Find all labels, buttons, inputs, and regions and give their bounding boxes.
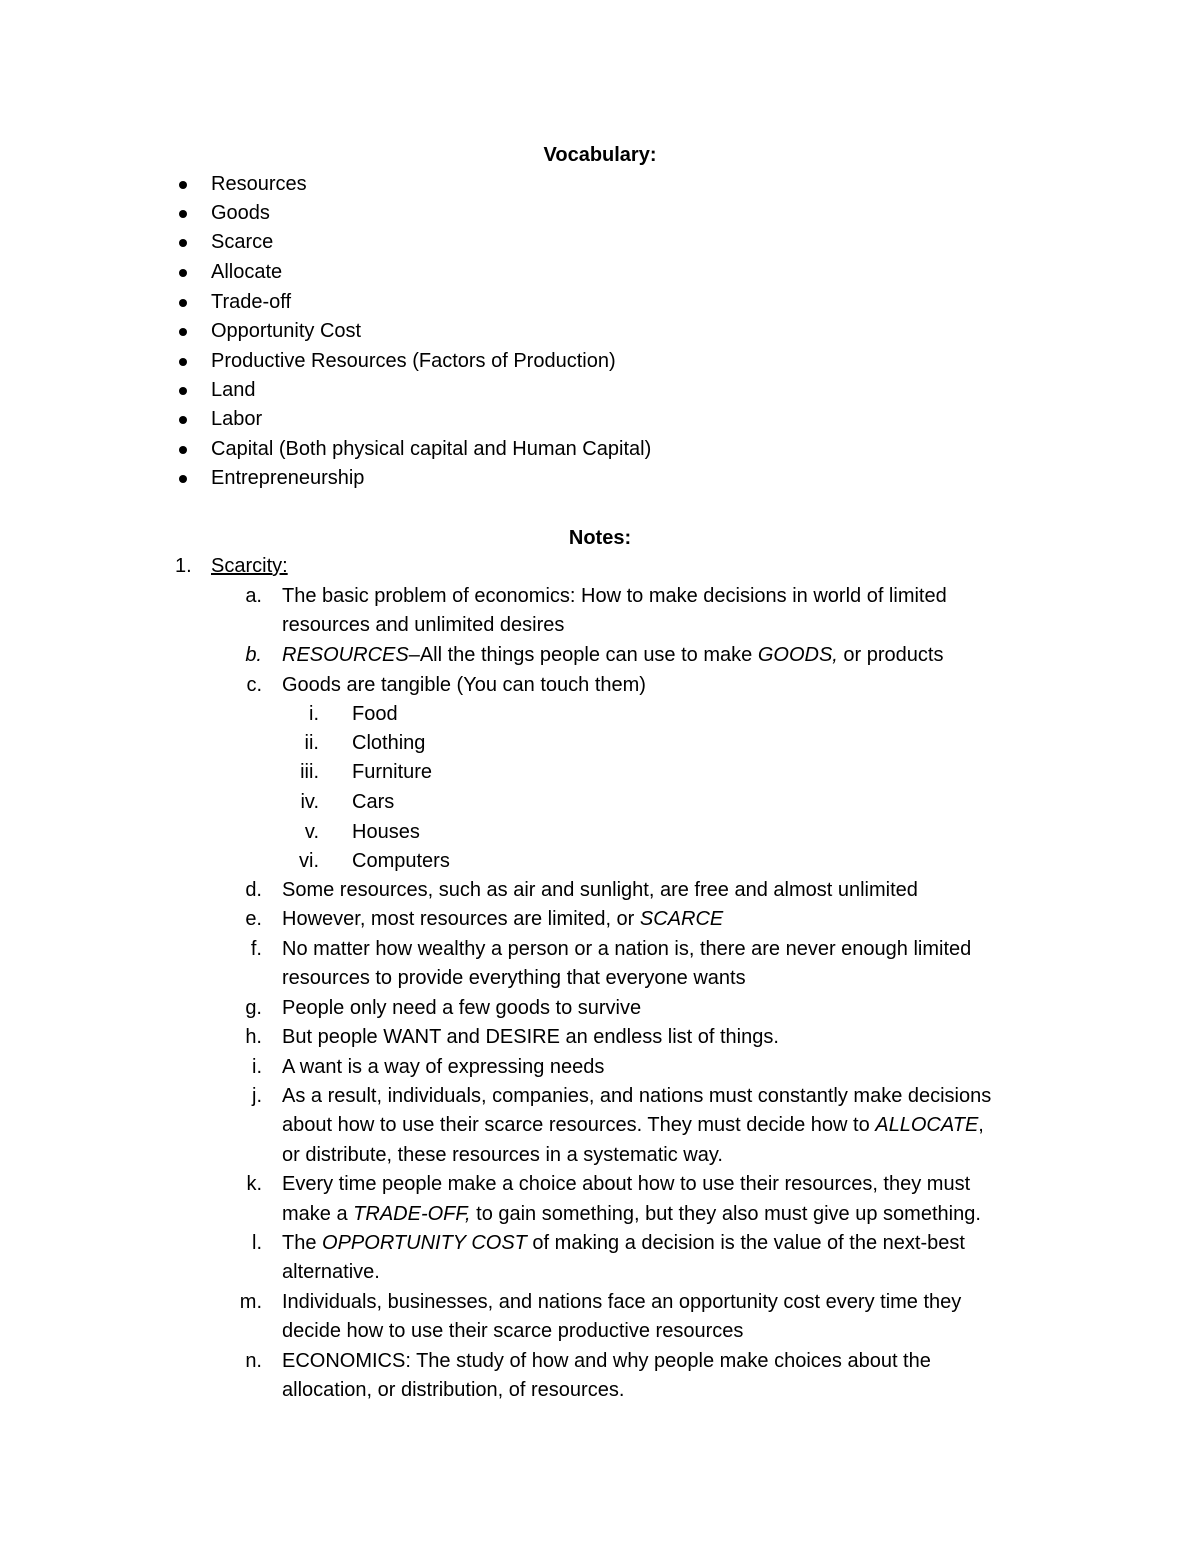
bullet-icon bbox=[179, 239, 187, 247]
item-text: Cars bbox=[352, 791, 395, 813]
vocabulary-item-text: Land bbox=[211, 379, 256, 401]
note-item-j-continued bbox=[0, 1110, 1200, 1140]
item-marker: v. bbox=[304, 821, 319, 843]
item-marker: n. bbox=[245, 1350, 262, 1372]
item-text bbox=[282, 1110, 984, 1140]
section-title: Scarcity: bbox=[211, 555, 288, 577]
text-segment: about how to use their scarce resources. They must decide how to bbox=[282, 1114, 876, 1136]
bullet-icon bbox=[179, 328, 187, 336]
item-marker: e. bbox=[245, 908, 262, 930]
note-item-a-continued bbox=[0, 610, 1200, 640]
term-goods: GOODS, bbox=[757, 644, 838, 666]
item-text: A want is a way of expressing needs bbox=[282, 1056, 605, 1078]
item-marker: c. bbox=[246, 674, 262, 696]
item-marker: i. bbox=[309, 703, 319, 725]
vocabulary-item bbox=[0, 434, 1200, 464]
item-text bbox=[282, 904, 723, 934]
item-marker: l. bbox=[252, 1232, 262, 1254]
item-text: Houses bbox=[352, 821, 420, 843]
item-text: alternative. bbox=[282, 1261, 380, 1283]
vocabulary-item bbox=[0, 198, 1200, 228]
note-item-m bbox=[0, 1287, 1200, 1317]
item-marker: f. bbox=[250, 938, 262, 960]
goods-example-item bbox=[0, 846, 1200, 876]
vocabulary-item-text: Trade-off bbox=[211, 291, 292, 313]
bullet-icon bbox=[179, 210, 187, 218]
item-text: or distribute, these resources in a systematic way. bbox=[282, 1144, 723, 1166]
item-text: allocation, or distribution, of resources. bbox=[282, 1379, 625, 1401]
vocabulary-item-text: Opportunity Cost bbox=[211, 320, 362, 342]
item-text: decide how to use their scarce productive resources bbox=[282, 1320, 744, 1342]
item-text: Some resources, such as air and sunlight, are free and almost unlimited bbox=[282, 879, 918, 901]
vocabulary-item-text: Productive Resources (Factors of Production) bbox=[211, 350, 616, 372]
note-item-i bbox=[0, 1052, 1200, 1082]
text-segment: –All the things people can use to make bbox=[408, 644, 758, 666]
text-segment: , bbox=[978, 1114, 984, 1136]
item-text: No matter how wealthy a person or a nation is, there are never enough limited bbox=[282, 938, 972, 960]
vocabulary-heading: Vocabulary: bbox=[543, 144, 657, 166]
item-text: Every time people make a choice about how to use their resources, they must bbox=[282, 1173, 971, 1195]
item-text: resources and unlimited desires bbox=[282, 614, 565, 636]
notes-heading: Notes: bbox=[568, 527, 632, 549]
goods-example-item bbox=[0, 699, 1200, 729]
item-text: ECONOMICS: The study of how and why people make choices about the bbox=[282, 1350, 931, 1372]
text-segment: make a bbox=[282, 1203, 354, 1225]
item-text: But people WANT and DESIRE an endless list of things. bbox=[282, 1026, 779, 1048]
text-segment: of making a decision is the value of the next-best bbox=[526, 1232, 965, 1254]
text-segment: to gain something, but they also must give up something. bbox=[470, 1203, 981, 1225]
vocabulary-item bbox=[0, 169, 1200, 199]
item-marker: d. bbox=[245, 879, 262, 901]
item-marker: j. bbox=[252, 1085, 262, 1107]
note-item-e bbox=[0, 904, 1200, 934]
text-segment: However, most resources are limited, or bbox=[282, 908, 640, 930]
item-text bbox=[282, 1199, 981, 1229]
item-text: Clothing bbox=[352, 732, 426, 754]
note-item-f bbox=[0, 934, 1200, 964]
item-text: resources to provide everything that everyone wants bbox=[282, 967, 746, 989]
note-item-j bbox=[0, 1081, 1200, 1111]
note-item-l bbox=[0, 1228, 1200, 1258]
item-text: Individuals, businesses, and nations face an opportunity cost every time they bbox=[282, 1291, 962, 1313]
bullet-icon bbox=[179, 358, 187, 366]
vocabulary-item-text: Labor bbox=[211, 408, 263, 430]
note-item-a bbox=[0, 581, 1200, 611]
item-text: People only need a few goods to survive bbox=[282, 997, 642, 1019]
bullet-icon bbox=[179, 299, 187, 307]
vocabulary-item-text: Resources bbox=[211, 173, 307, 195]
item-marker: k. bbox=[246, 1173, 262, 1195]
vocabulary-item bbox=[0, 463, 1200, 493]
note-item-j-continued bbox=[0, 1140, 1200, 1170]
vocabulary-item-text: Capital (Both physical capital and Human Capital) bbox=[211, 438, 652, 460]
text-segment: or products bbox=[837, 644, 944, 666]
item-marker: h. bbox=[245, 1026, 262, 1048]
goods-example-item bbox=[0, 787, 1200, 817]
item-marker: g. bbox=[245, 997, 262, 1019]
term-opportunity-cost: OPPORTUNITY COST bbox=[322, 1232, 527, 1254]
note-item-h bbox=[0, 1022, 1200, 1052]
vocabulary-item bbox=[0, 316, 1200, 346]
note-item-k bbox=[0, 1169, 1200, 1199]
vocabulary-item-text: Entrepreneurship bbox=[211, 467, 365, 489]
item-marker: m. bbox=[239, 1291, 262, 1313]
vocabulary-item bbox=[0, 227, 1200, 257]
item-text: Food bbox=[352, 703, 398, 725]
item-marker: b. bbox=[245, 644, 262, 666]
goods-example-item bbox=[0, 757, 1200, 787]
item-marker: ii. bbox=[304, 732, 319, 754]
vocabulary-item bbox=[0, 287, 1200, 317]
vocabulary-item bbox=[0, 375, 1200, 405]
vocabulary-item-text: Allocate bbox=[211, 261, 283, 283]
note-item-g bbox=[0, 993, 1200, 1023]
item-text: Computers bbox=[352, 850, 450, 872]
item-marker: a. bbox=[245, 585, 262, 607]
item-text bbox=[282, 640, 943, 670]
term-scarce: SCARCE bbox=[639, 908, 724, 930]
vocabulary-item bbox=[0, 346, 1200, 376]
vocabulary-item bbox=[0, 257, 1200, 287]
goods-example-item bbox=[0, 728, 1200, 758]
bullet-icon bbox=[179, 387, 187, 395]
item-marker: vi. bbox=[299, 850, 319, 872]
note-item-n bbox=[0, 1346, 1200, 1376]
item-text: As a result, individuals, companies, and nations must constantly make decisions bbox=[282, 1085, 992, 1107]
note-item-n-continued bbox=[0, 1375, 1200, 1405]
vocabulary-item-text: Goods bbox=[211, 202, 270, 224]
note-item-f-continued bbox=[0, 963, 1200, 993]
section-number: 1. bbox=[175, 555, 192, 577]
item-marker: iii. bbox=[300, 761, 319, 783]
item-marker: iv. bbox=[300, 791, 319, 813]
goods-example-item bbox=[0, 817, 1200, 847]
note-item-d bbox=[0, 875, 1200, 905]
item-marker: i. bbox=[252, 1056, 262, 1078]
bullet-icon bbox=[179, 475, 187, 483]
item-text: The basic problem of economics: How to make decisions in world of limited bbox=[282, 585, 947, 607]
note-item-b bbox=[0, 640, 1200, 670]
note-item-k-continued bbox=[0, 1199, 1200, 1229]
item-text bbox=[282, 1228, 965, 1258]
bullet-icon bbox=[179, 269, 187, 277]
notes-section-title bbox=[0, 551, 1200, 581]
bullet-icon bbox=[179, 181, 187, 189]
note-item-c bbox=[0, 670, 1200, 700]
note-item-m-continued bbox=[0, 1316, 1200, 1346]
item-text: Goods are tangible (You can touch them) bbox=[282, 674, 646, 696]
bullet-icon bbox=[179, 416, 187, 424]
term-trade-off: TRADE-OFF, bbox=[353, 1203, 471, 1225]
vocabulary-item-text: Scarce bbox=[211, 231, 274, 253]
item-text: Furniture bbox=[352, 761, 433, 783]
note-item-l-continued bbox=[0, 1257, 1200, 1287]
term-allocate: ALLOCATE bbox=[875, 1114, 979, 1136]
vocabulary-item bbox=[0, 404, 1200, 434]
text-segment: The bbox=[282, 1232, 323, 1254]
term-resources: RESOURCES bbox=[282, 644, 409, 666]
bullet-icon bbox=[179, 446, 187, 454]
